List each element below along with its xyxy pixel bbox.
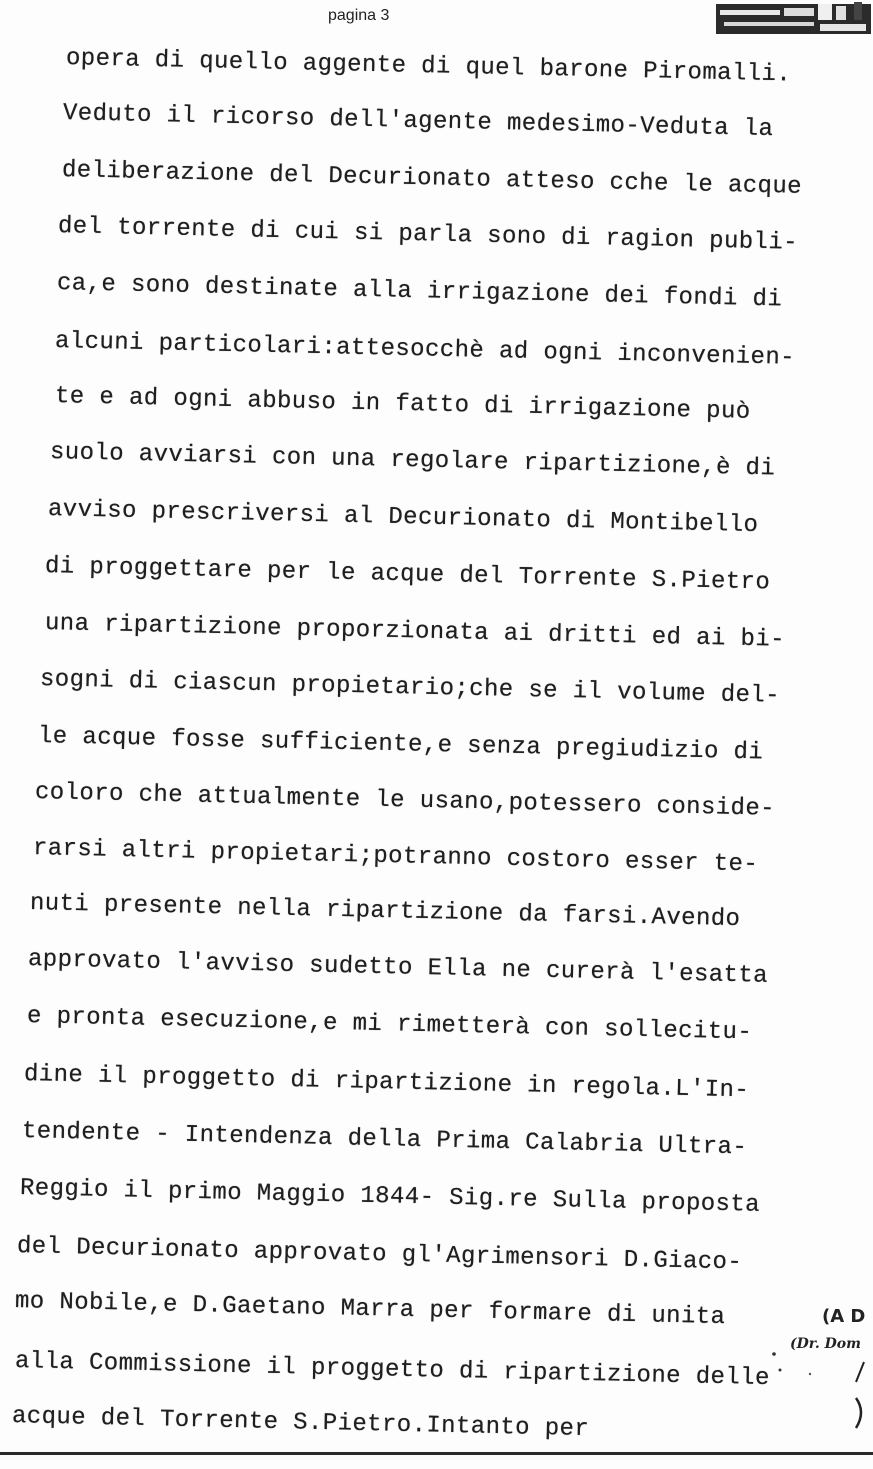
text-line: rarsi altri propietari;potranno costoro esser te- <box>32 835 759 879</box>
margin-annotation: (A D <box>822 1306 866 1327</box>
text-line: suolo avviarsi con una regolare ripartizione,è di <box>49 439 776 483</box>
handwritten-mark <box>760 1340 873 1440</box>
margin-annotation-name: (Dr. Dom <box>790 1336 861 1352</box>
text-line: del Decurionato approvato gl'Agrimensori D.Giaco- <box>16 1233 743 1277</box>
text-line: nuti presente nella ripartizione da farsi.Avendo <box>29 890 741 934</box>
text-line: una ripartizione proporzionata ai dritti ed ai bi- <box>44 610 786 654</box>
text-line: Veduto il ricorso dell'agente medesimo-Veduta la <box>62 100 774 144</box>
text-line: dine il proggetto di ripartizione in regola.L'In- <box>23 1061 750 1105</box>
text-line: mo Nobile,e D.Gaetano Marra per formare di unita <box>14 1288 726 1332</box>
text-line: coloro che attualmente le usano,potessero conside- <box>34 779 776 823</box>
text-line: alcuni particolari:attesocchè ad ogni inconvenien- <box>54 328 796 372</box>
text-line: approvato l'avviso sudetto Ella ne curerà l'esatta <box>27 946 769 990</box>
archive-stamp <box>714 0 873 40</box>
text-line: acque del Torrente S.Pietro.Intanto per <box>11 1403 590 1444</box>
text-line: te e ad ogni abbuso in fatto di irrigazione può <box>54 383 751 426</box>
text-line: del torrente di cui si parla sono di ragion publi- <box>57 213 799 257</box>
text-line: deliberazione del Decurionato atteso cche le acque <box>61 157 803 201</box>
text-line: le acque fosse sufficiente,e senza pregiudizio di <box>37 723 764 767</box>
text-line: e pronta esecuzione,e mi rimetterà con sollecitu- <box>26 1003 753 1047</box>
text-line: alla Commissione il proggetto di ripartizione delle <box>14 1348 771 1393</box>
text-line: tendente - Intendenza della Prima Calabria Ultra- <box>21 1118 748 1162</box>
text-line: sogni di ciascun propietario;che se il volume del- <box>39 666 781 710</box>
bottom-border-line <box>0 1452 873 1455</box>
text-line: avviso prescriversi al Decurionato di Montibello <box>47 496 759 540</box>
text-line: di proggettare per le acque del Torrente S.Pietro <box>44 553 771 597</box>
text-line: Reggio il primo Maggio 1844- Sig.re Sulla proposta <box>19 1175 761 1219</box>
page-number-label: pagina 3 <box>328 7 390 24</box>
text-line: opera di quello aggente di quel barone Piromalli. <box>65 45 792 89</box>
text-line: ca,e sono destinate alla irrigazione dei fondi di <box>56 270 783 314</box>
